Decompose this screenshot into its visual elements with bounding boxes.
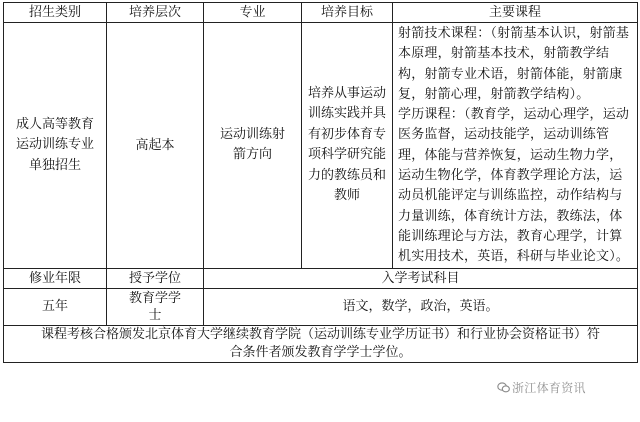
value-exam: 语文，数学，政治，英语。	[204, 288, 638, 325]
header-category: 招生类别	[4, 3, 107, 23]
footer-row	[4, 325, 638, 362]
value-degree: 教育学学士	[107, 288, 204, 325]
cell-major: 运动训练射箭方向	[204, 23, 302, 269]
header-exam: 入学考试科目	[204, 268, 638, 288]
meta-value-row	[4, 288, 638, 325]
main-row	[4, 23, 638, 269]
cell-category: 成人高等教育运动训练专业单独招生	[4, 23, 107, 269]
meta-header-row	[4, 268, 638, 288]
courses-tech: 射箭技术课程：（射箭基本认识，射箭基本原理，射箭基本技术，射箭教学结构，射箭专业术语，射箭体能，射箭康复，射箭心理，射箭教学结构）。	[398, 26, 630, 102]
header-degree: 授予学位	[107, 268, 204, 288]
courses-academic: 学历课程：（教育学，运动心理学，运动医务监督，运动技能学，运动训练管理，体能与营养恢复，运动生物力学，运动生物化学，体育教学理论方法，运动员机能评定与训练监控，动作结构与力量训练，体育统计方法，教练法，体能训练理论与方法，教育心理学，计算机实用技术，英语，科研与毕业论文）。	[398, 107, 630, 265]
header-level: 培养层次	[107, 3, 204, 23]
header-goal: 培养目标	[302, 3, 393, 23]
footer-note: 课程考核合格颁发北京体育大学继续教育学院（运动训练专业学历证书）和行业协会资格证书）符合条件者颁发教育学学士学位。	[40, 326, 600, 360]
enrollment-table	[3, 2, 638, 363]
header-courses: 主要课程	[393, 3, 638, 23]
header-row	[4, 3, 638, 23]
watermark	[497, 379, 586, 396]
value-duration: 五年	[4, 288, 107, 325]
header-duration: 修业年限	[4, 268, 107, 288]
cell-level: 高起本	[107, 23, 204, 269]
chat-bubble-icon	[497, 381, 510, 394]
cell-courses	[393, 23, 638, 269]
footer-cell	[4, 325, 638, 362]
watermark-text: 浙江体育资讯	[512, 381, 586, 395]
header-major: 专业	[204, 3, 302, 23]
cell-goal: 培养从事运动训练实践并具有初步体育专项科学研究能力的教练员和教师	[302, 23, 393, 269]
